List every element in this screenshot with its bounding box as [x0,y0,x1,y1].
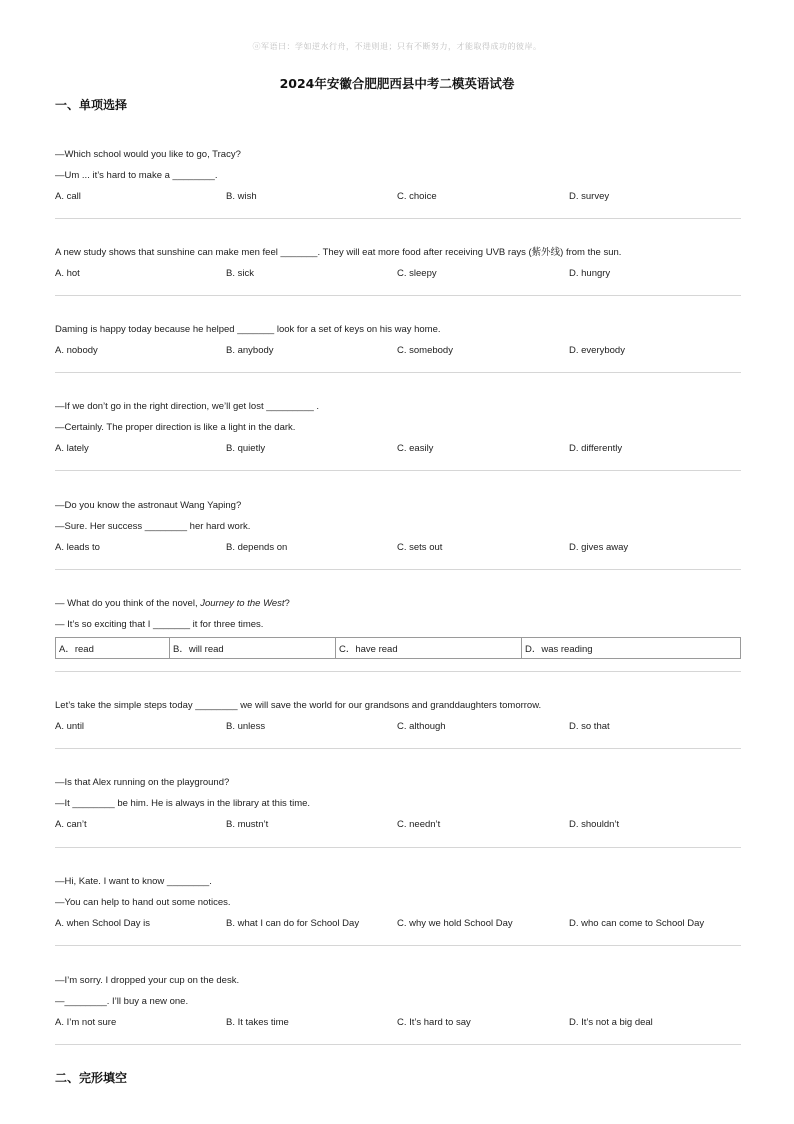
option-c[interactable]: C. easily [397,443,434,454]
option-c[interactable]: C. although [397,721,446,732]
option-d[interactable]: D. survey [569,191,610,202]
question-5 [55,499,741,555]
question-line: —If we don’t go in the right direction, we’ll get lost _________ . [55,401,320,412]
question-line: —Hi, Kate. I want to know ________. [55,876,212,887]
page-title: 2024年安徽合肥肥西县中考二模英语试卷 [279,76,515,91]
question-line: —It ________ be him. He is always in the library at this time. [55,798,311,809]
option-b[interactable]: B. mustn’t [226,819,269,830]
option-d[interactable]: D. everybody [569,345,625,356]
option-row [55,917,741,931]
divider [55,1044,741,1045]
option-row [55,442,741,456]
option-b[interactable]: B. anybody [226,345,274,356]
question-line: Daming is happy today because he helped _______ look for a set of keys on his way home. [55,324,441,335]
option-a[interactable]: A. leads to [55,542,100,553]
question-9 [55,875,741,931]
option-b[interactable]: B．will read [170,638,336,659]
section-heading-cloze: 二、完形填空 [55,1071,128,1085]
option-a[interactable]: A. nobody [55,345,98,356]
question-line: —Is that Alex running on the playground? [55,777,230,788]
question-4 [55,400,741,456]
divider [55,945,741,946]
header-motto: ⓐ军语曰：学如逆水行舟，不进则退；只有不断努力，才能取得成功的彼岸。 [252,42,542,51]
option-row [55,267,741,281]
option-b[interactable]: B. unless [226,721,266,732]
divider [55,470,741,471]
divider [55,218,741,219]
question-line: —________. I’ll buy a new one. [55,996,189,1007]
question-line: —Do you know the astronaut Wang Yaping? [55,500,242,511]
question-line: — It’s so exciting that I _______ it for three times. [55,619,264,630]
question-10 [55,974,741,1030]
option-a[interactable]: A. lately [55,443,89,454]
option-d[interactable]: D．was reading [522,638,741,659]
question-text: — What do you think of the novel, [55,598,201,609]
divider [55,847,741,848]
option-d[interactable]: D. who can come to School Day [569,918,705,929]
question-line: —I’m sorry. I dropped your cup on the desk. [55,975,240,986]
question-line: —Which school would you like to go, Tracy? [55,149,241,160]
option-b[interactable]: B. what I can do for School Day [226,918,360,929]
option-d[interactable]: D. hungry [569,268,611,279]
question-line: —Sure. Her success ________ her hard work. [55,521,251,532]
question-line [55,597,741,611]
option-c[interactable]: C. sets out [397,542,443,553]
question-line: —You can help to hand out some notices. [55,897,231,908]
option-a[interactable]: A. can’t [55,819,87,830]
question-2 [55,246,741,281]
option-a[interactable]: A. until [55,721,85,732]
option-c[interactable]: C. It’s hard to say [397,1017,471,1028]
option-b[interactable]: B. wish [226,191,257,202]
option-b[interactable]: B. depends on [226,542,288,553]
option-row [55,720,741,734]
question-1 [55,148,741,204]
option-d[interactable]: D. gives away [569,542,629,553]
option-row [55,190,741,204]
question-line: A new study shows that sunshine can make men feel _______. They will eat more food after receiving UVB rays (紫外线) from the sun. [55,247,622,258]
option-a[interactable]: A. I’m not sure [55,1017,117,1028]
option-a[interactable]: A. call [55,191,81,202]
section-heading-multiple-choice: 一、单项选择 [55,98,128,112]
question-line: —Um ... it’s hard to make a ________. [55,170,218,181]
divider [55,748,741,749]
option-d[interactable]: D. differently [569,443,623,454]
divider [55,671,741,672]
option-b[interactable]: B. sick [226,268,254,279]
option-c[interactable]: C. needn’t [397,819,441,830]
option-row [55,541,741,555]
question-line: —Certainly. The proper direction is like a light in the dark. [55,422,296,433]
option-c[interactable]: C. sleepy [397,268,437,279]
question-8 [55,776,741,832]
option-c[interactable]: C．have read [336,638,522,659]
option-a[interactable]: A. when School Day is [55,918,151,929]
divider [55,372,741,373]
option-a[interactable]: A. hot [55,268,80,279]
option-b[interactable]: B. quietly [226,443,266,454]
question-text: ? [284,598,290,609]
divider [55,569,741,570]
divider [55,295,741,296]
question-7 [55,699,741,734]
question-line: Let’s take the simple steps today ________ we will save the world for our grandsons and granddaughters tomorrow. [55,700,542,711]
option-d[interactable]: D. shouldn’t [569,819,620,830]
options-table [55,637,741,659]
option-d[interactable]: D. so that [569,721,610,732]
option-row [55,344,741,358]
option-b[interactable]: B. It takes time [226,1017,289,1028]
novel-title: Journey to the West [200,598,285,609]
option-a[interactable]: A．read [56,638,170,659]
option-c[interactable]: C. why we hold School Day [397,918,513,929]
option-c[interactable]: C. somebody [397,345,453,356]
option-d[interactable]: D. It’s not a big deal [569,1017,653,1028]
option-row [55,818,741,832]
question-6 [55,597,741,659]
option-c[interactable]: C. choice [397,191,437,202]
option-row [55,1016,741,1030]
question-3 [55,323,741,358]
